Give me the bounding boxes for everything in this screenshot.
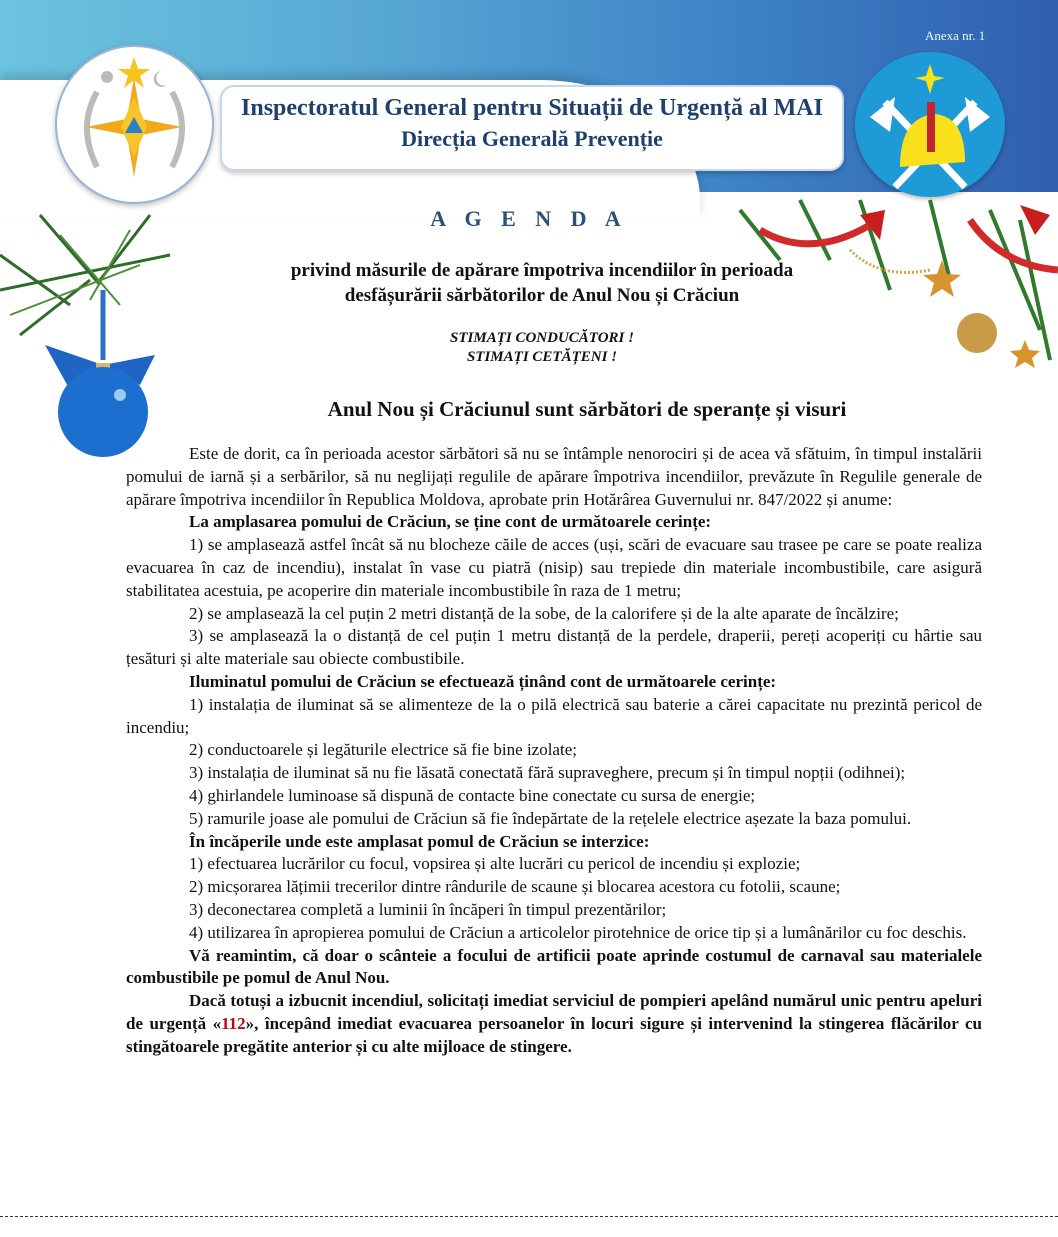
section-2-item: 2) conductoarele și legăturile electrice să fie bine izolate;	[189, 740, 577, 760]
section-3-item: 4) utilizarea în apropierea pomului de Crăciun a articolelor pirotehnice de orice tip și a lumânărilor cu foc deschis.	[189, 922, 967, 942]
section-3-title: În încăperile unde este amplasat pomul de Crăciun se interzice:	[189, 831, 650, 851]
helmet-axes-icon	[855, 52, 1005, 197]
section-2-item: 4) ghirlandele luminoase să dispună de contacte bine conectate cu sursa de energie;	[189, 785, 756, 805]
section-2-title: Iluminatul pomului de Crăciun se efectuează ținând cont de următoarele cerințe:	[189, 671, 777, 691]
section-2-item: 1) instalația de iluminat să se alimenteze de la o pilă electrică sau baterie a cărei capacitate nu prezintă pericol de incendiu;	[126, 694, 982, 737]
section-1-item: 1) se amplasează astfel încât să nu blocheze căile de acces (uși, scări de evacuare sau trasee pe care se poate realiza evacuarea în caz de incendiu), instalat în vase cu piatră (nisip) sau trepiede din materiale incombustibile, care asigură stabilitatea acestuia, pe acoperire din materiale incombustibile în raza de 1 metru;	[126, 535, 982, 600]
emergency-text-before: Dacă totuși a izbucnit incendiul, solicitați imediat serviciul de pompieri apelând numărul unic pentru apeluri de urgență «	[126, 991, 982, 1033]
document-body	[126, 443, 982, 1059]
greeting	[0, 329, 1058, 367]
greeting-line-1: STIMAȚI CONDUCĂTORI !	[450, 330, 634, 346]
document-title: A G E N D A	[430, 206, 628, 231]
section-heading: Anul Nou și Crăciunul sunt sărbători de speranțe și visuri	[327, 397, 847, 421]
document-subtitle	[0, 258, 1058, 308]
reminder-paragraph: Vă reamintim, că doar o scânteie a focului de artificii poate aprinde costumul de carnaval sau materialele combustibile pe pomul de Anul Nou.	[126, 945, 982, 988]
subtitle-line-2: desfășurării sărbătorilor de Anul Nou și Crăciun	[344, 285, 740, 306]
subtitle-line-1: privind măsurile de apărare împotriva incendiilor în perioada	[290, 260, 794, 281]
igsu-emblem-logo	[55, 45, 214, 204]
greeting-line-2: STIMAȚI CETĂȚENI !	[466, 349, 618, 365]
firefighter-emblem-logo	[855, 52, 1005, 197]
compass-star-icon	[57, 47, 212, 202]
emergency-number: 112	[221, 1013, 246, 1033]
emergency-paragraph	[126, 990, 982, 1058]
organization-name: Inspectoratul General pentru Situații de Urgență al MAI	[241, 95, 823, 121]
organization-title-box	[220, 85, 844, 171]
section-3-item: 2) micșorarea lățimii trecerilor dintre rândurile de scaune și blocarea acestora cu fotolii, scaune;	[189, 877, 841, 897]
annex-label: Anexa nr. 1	[925, 28, 986, 43]
section-1-item: 3) se amplasează la o distanță de cel puțin 1 metru distanță de la perdele, draperii, pereți acoperiți cu hârtie sau țesături și alte materiale sau obiecte combustibile.	[126, 626, 982, 669]
cut-line-divider	[0, 1216, 1058, 1217]
directorate-name: Direcția Generală Prevenție	[401, 126, 663, 151]
section-2-item: 5) ramurile joase ale pomului de Crăciun să fie îndepărtate de la rețelele electrice așezate la baza pomului.	[189, 808, 912, 828]
section-2-item: 3) instalația de iluminat să nu fie lăsată conectată fără supraveghere, precum și în timpul nopții (odihnei);	[189, 763, 906, 783]
section-1-item: 2) se amplasează la cel puțin 2 metri distanță de la sobe, de la calorifere și de la alte aparate de încălzire;	[189, 603, 899, 623]
section-3-item: 1) efectuarea lucrărilor cu focul, vopsirea și alte lucrări cu pericol de incendiu și explozie;	[189, 854, 801, 874]
section-1-title: La amplasarea pomului de Crăciun, se ține cont de următoarele cerințe:	[189, 512, 712, 532]
section-3-item: 3) deconectarea completă a luminii în încăperi în timpul prezentărilor;	[189, 899, 667, 919]
emergency-text-after: », începând imediat evacuarea persoanelor în locuri sigure și intervenind la stingerea flăcărilor cu stingătoarele pregătite anterior și cu alte mijloace de stingere.	[126, 1013, 982, 1056]
intro-paragraph: Este de dorit, ca în perioada acestor sărbători să nu se întâmple nenorociri și de acea vă sfătuim, în timpul instalării pomului de iarnă și a serbărilor, să nu neglijați regulile de apărare împotriva incendiilor, prevăzute în Regulile generale de apărare împotriva incendiilor în Republica Moldova, aprobate prin Hotărârea Guvernului nr. 847/2022 și anume:	[126, 444, 982, 509]
